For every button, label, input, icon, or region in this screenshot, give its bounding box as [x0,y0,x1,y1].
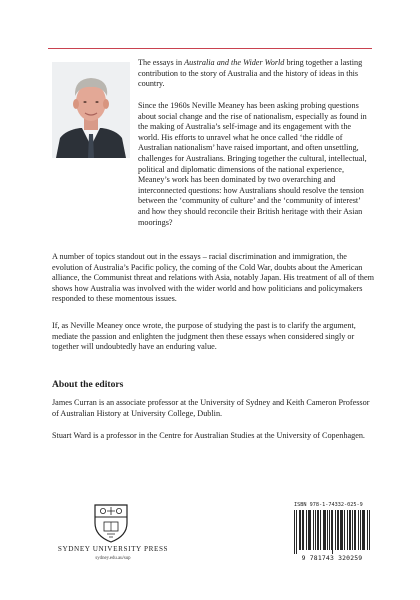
barcode-bar [309,510,310,550]
barcode-bar [331,510,332,550]
barcode-bar [329,510,330,550]
barcode-bar [335,510,336,550]
top-rule [48,48,372,49]
barcode-bar [360,510,361,550]
barcode-bar [323,510,324,550]
university-crest-icon [92,503,130,543]
barcode-bar [369,510,370,550]
barcode-bar [363,510,364,550]
intro-text-after: bring together a lasting contribution to the story of Australia and the history of ideas in this country. [138,58,363,89]
barcode-bar [337,510,338,550]
publisher-name: SYDNEY UNIVERSITY PRESS [57,545,169,553]
barcode-bar [358,510,359,550]
isbn-label: ISBN 978-1-74332-025-9 [294,502,363,508]
barcode-bar [317,510,318,550]
barcode-digits: 9 781743 320259 [301,554,363,562]
barcode-bar [349,510,350,550]
barcode-bar [364,510,365,550]
barcode-bar [300,510,301,550]
barcode-bar [338,510,339,550]
barcode-bar [294,510,295,554]
barcode-bar [302,510,303,550]
barcode-bar [308,510,309,550]
barcode-bar [347,510,348,550]
barcode-bar [324,510,325,550]
barcode-bar [315,510,316,550]
barcode-bar [341,510,342,550]
intro-paragraph-2: Since the 1960s Neville Meaney has been asking probing questions about social change and the rise of nationalism, especially as found in the making of Australia’s self-image and its engagement with the world. His efforts to unravel what he once called ‘the riddle of Australian nationalism’ have raised important, and often unsettling, challenges for Australians. Bringing together the cultural, intellectual, political and diplomatic dimensions of the national experience, Meaney’s work has been dominated by two overarching and interconnected questions: how Australians should resolve the tension between the ‘community of culture’ and the ‘community of interest’ and how they should reconcile their British heritage with their Asian moorings? [138,101,367,227]
barcode-bar [352,510,353,550]
author-photo [52,62,130,158]
barcode-bar [355,510,356,550]
barcode-bar [342,510,343,550]
barcode-bar [354,510,355,550]
barcode-bar [306,510,307,550]
barcode-bar [340,510,341,550]
barcode-bar [313,510,314,550]
publisher-url: sydney.edu.au/sup [95,556,131,561]
isbn-block [292,502,372,568]
paragraph-3: A number of topics standout out in the essays – racial discrimination and immigration, the evolution of Australia’s Pacific policy, the coming of the Cold War, doubts about the American alliance, the Communist threat and relations with Asia, notably Japan. His treatment of all of them shows how Australia was involved with the wider world and how politicians and policymakers responded to these momentous issues. [52,252,374,304]
intro-text-before: The essays in [138,58,185,67]
barcode-bar [325,510,326,550]
barcode-bar [367,510,368,550]
barcode-bar [344,510,345,550]
book-title: Australia and the Wider World [184,58,285,67]
barcode-bar [320,510,321,550]
editors-heading: About the editors [52,379,124,390]
barcode-bar [362,510,363,550]
barcode-bar [332,510,333,554]
barcode-bar [296,510,297,554]
barcode-bar [310,510,311,550]
intro-paragraph-1 [138,58,374,90]
barcode-bar [327,510,328,550]
barcode-icon [294,510,370,554]
editor-bio-1: James Curran is an associate professor at the University of Sydney and Keith Cameron Professor of Australian History at University College, Dublin. [52,398,370,418]
barcode-bar [350,510,351,550]
barcode-bar [299,510,300,550]
publisher-logo [52,503,174,565]
author-portrait-icon [52,62,130,158]
paragraph-4: If, as Neville Meaney once wrote, the purpose of studying the past is to clarify the argument, mediate the passion and enlighten the judgment then these essays when considered singly or together will undoubtedly have an enduring value. [52,321,356,352]
barcode-bar [303,510,304,550]
barcode-bar [318,510,319,550]
editor-bio-2: Stuart Ward is a professor in the Centre for Australian Studies at the University of Copenhagen. [52,431,365,440]
